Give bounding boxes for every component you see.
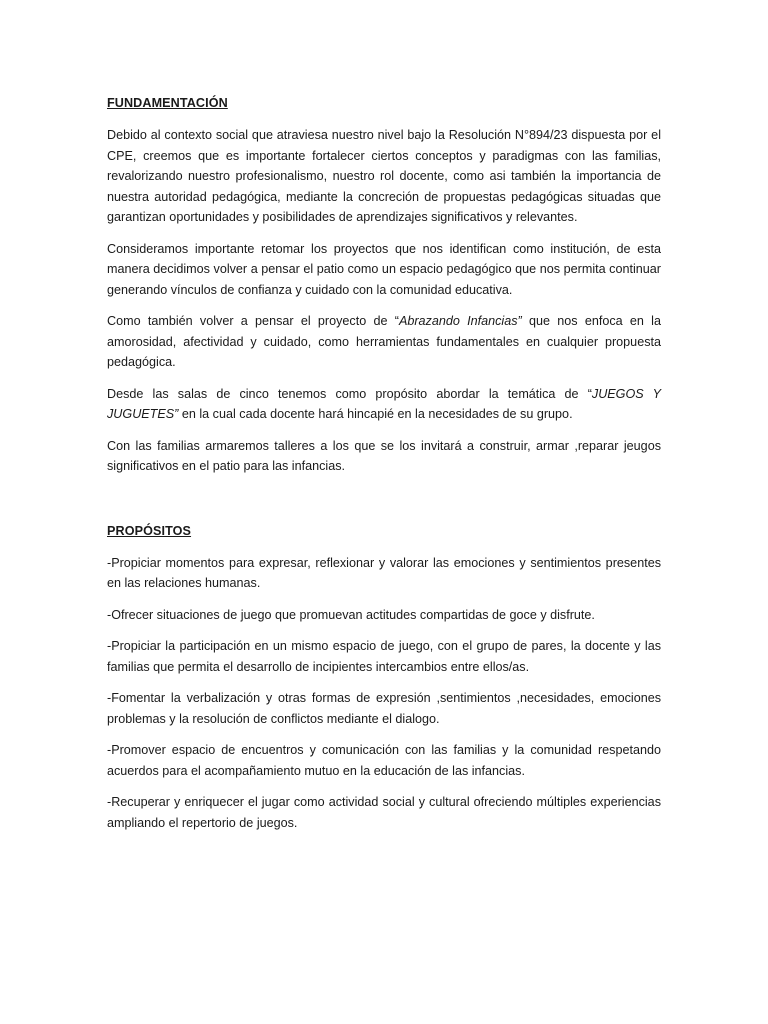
p4-text-before: Desde las salas de cinco tenemos como propósito abordar la temática de “ — [107, 386, 592, 401]
fundamentacion-paragraph-1: Debido al contexto social que atraviesa nuestro nivel bajo la Resolución N°894/23 dispuesta por el CPE, creemos que es importante fortalecer ciertos conceptos y paradigmas con las familias, revalorizando nuestro profesionalismo, nuestro rol docente, como asi también la importancia de nuestra autoridad pedagógica, mediante la concreción de propuestas pedagógicas situadas que garantizan oportunidades y posibilidades de aprendizajes significativos y relevantes. — [107, 128, 661, 224]
p3-text-after: que nos enfoca en la amorosidad, afectividad y cuidado, como herramientas fundamentales en cualquier propuesta pedagógica. — [107, 314, 661, 369]
proposito-item: -Ofrecer situaciones de juego que promuevan actitudes compartidas de goce y disfrute. — [107, 607, 595, 622]
fundamentacion-heading: FUNDAMENTACIÓN — [107, 96, 228, 110]
fundamentacion-paragraph-2: Consideramos importante retomar los proyectos que nos identifican como institución, de esta manera decidimos volver a pensar el patio como un espacio pedagógico que nos permita continuar generando vínculos de confianza y cuidado con la comunidad educativa. — [107, 241, 661, 297]
document-page — [107, 93, 661, 833]
fundamentacion-paragraph-5: Con las familias armaremos talleres a los que se los invitará a construir, armar ,reparar jeugos significativos en el patio para las infancias. — [107, 438, 661, 473]
p3-project-name: Abrazando Infancias” — [398, 314, 522, 328]
p4-theme-name: JUEGOS Y JUGUETES” — [107, 386, 661, 421]
fundamentacion-paragraph-3 — [107, 311, 661, 373]
proposito-item: -Recuperar y enriquecer el jugar como actividad social y cultural ofreciendo múltiples experiencias ampliando el repertorio de juegos. — [107, 795, 661, 830]
p3-text-before: Como también volver a pensar el proyecto de “ — [107, 314, 399, 328]
p4-text-after: en la cual cada docente hará hincapié en la necesidades de su grupo. — [178, 407, 573, 421]
propositos-heading: PROPÓSITOS — [107, 523, 192, 538]
fundamentacion-paragraph-4 — [107, 384, 661, 425]
proposito-item: -Propiciar la participación en un mismo espacio de juego, con el grupo de pares, la docente y las familias que permita el desarrollo de incipientes intercambios entre ellos/as. — [107, 639, 661, 674]
proposito-item: -Promover espacio de encuentros y comunicación con las familias y la comunidad respetando acuerdos para el acompañamiento mutuo en la educación de las infancias. — [107, 743, 661, 778]
proposito-item: -Fomentar la verbalización y otras formas de expresión ,sentimientos ,necesidades, emociones problemas y la resolución de conflictos mediante el dialogo. — [107, 691, 661, 726]
proposito-item: -Propiciar momentos para expresar, reflexionar y valorar las emociones y sentimientos presentes en las relaciones humanas. — [107, 555, 661, 590]
